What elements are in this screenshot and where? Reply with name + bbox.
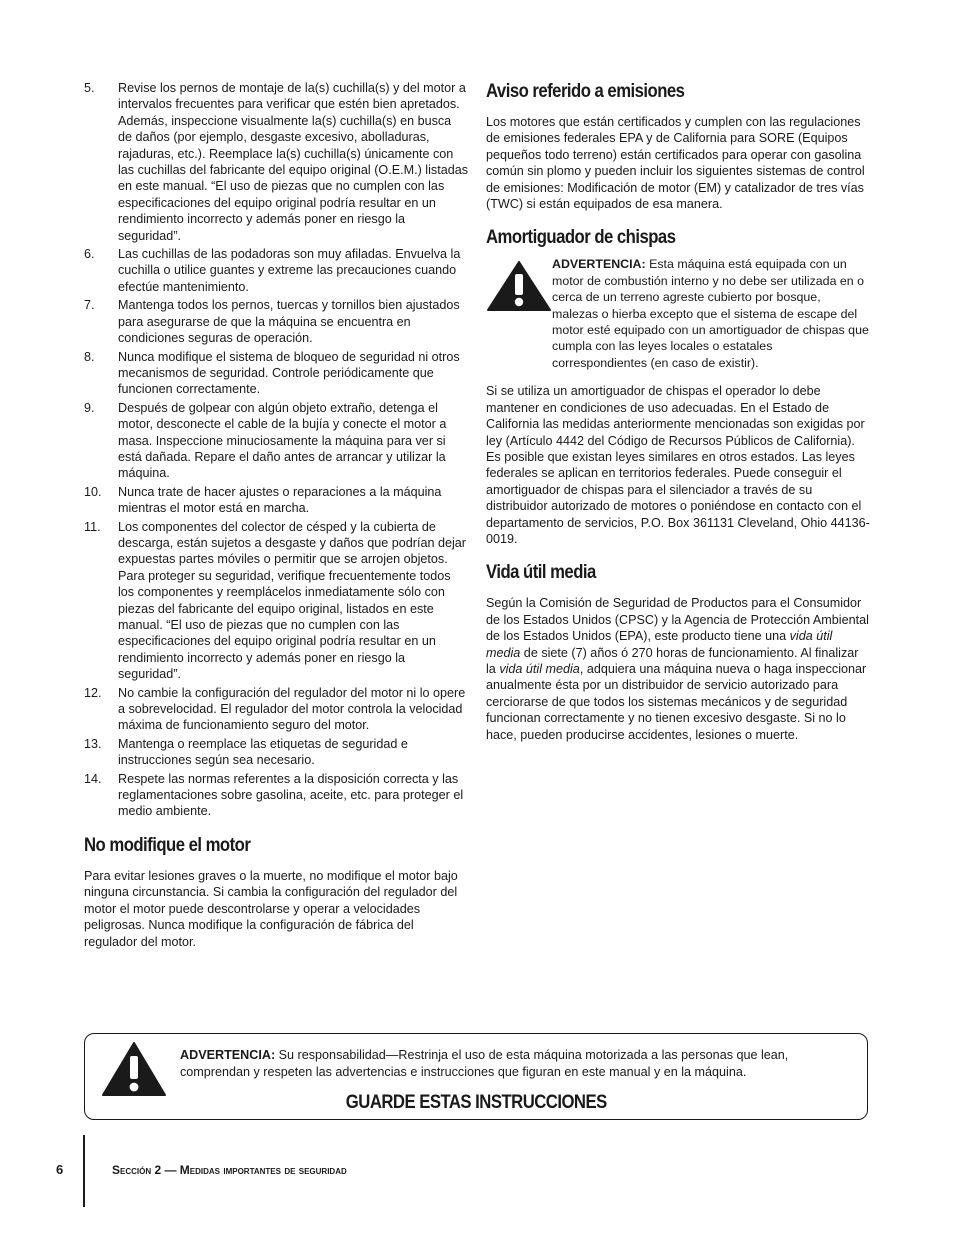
item-text: Las cuchillas de las podadoras son muy afiladas. Envuelva la cuchilla o utilice guantes y extreme las precauciones cuando efectúe mantenimiento. (118, 247, 461, 294)
item-text: Mantenga todos los pernos, tuercas y tornillos bien ajustados para asegurarse de que la máquina se encuentra en condiciones seguras de operación. (118, 298, 460, 346)
life-emphasis-2: vida útil media (499, 661, 580, 676)
responsibility-warning-text (180, 1047, 850, 1081)
item-text: Nunca modifique el sistema de bloqueo de seguridad ni otros mecanismos de seguridad. Controle periódicamente que funcionen correctamente. (118, 349, 460, 397)
list-item (84, 80, 468, 244)
list-item (84, 349, 468, 398)
save-instructions-heading (85, 1092, 867, 1114)
item-text: Los componentes del colector de césped y la cubierta de descarga, están sujetos a desgaste y daños que podrían dejar expuestas partes móviles o permitir que se arrojen objetos. Para proteger su seguridad, verifique frecuentemente todos los componentes y reemplácelos inmediatamente sólo con piezas del fabricante del equipo original, listados en este manual. “El uso de piezas que no cumplen con las especificaciones del equipo original podría resultar en un rendimiento incorrecto y además poner en riesgo la seguridad”. (118, 519, 466, 682)
item-number: 5. (84, 81, 95, 95)
item-text: Respete las normas referentes a la disposición correcta y las reglamentaciones sobre gasolina, aceite, etc. para proteger el medio ambiente. (118, 771, 464, 819)
useful-life-body (486, 595, 870, 743)
heading-emissions: Aviso referido a emisiones (486, 81, 685, 102)
item-number: 6. (84, 247, 95, 262)
no-modify-body: Para evitar lesiones graves o la muerte, no modifique el motor bajo ninguna circunstancia. Si cambia la configuración del regulador del motor el motor puede descontrolarse y operar a velocidades peligrosas. Nunca modifique la configuración de fábrica del regulador del motor. (84, 868, 458, 949)
warning-label: ADVERTENCIA: (180, 1048, 276, 1062)
right-column (486, 80, 870, 743)
safety-rules-list (84, 80, 468, 820)
item-number: 12. (84, 685, 102, 700)
list-item (84, 246, 468, 295)
list-item (84, 771, 468, 820)
spark-warning (486, 256, 870, 371)
left-column (84, 80, 468, 950)
item-text: Nunca trate de hacer ajustes o reparaciones a la máquina mientras el motor está en marcha. (118, 484, 442, 516)
item-number: 8. (84, 349, 95, 364)
page-number: 6 (56, 1162, 64, 1177)
item-number: 7. (84, 298, 95, 313)
list-item (84, 519, 468, 683)
life-text-2: de siete (7) años ó 270 horas de funcionamiento. Al finalizar la (486, 645, 859, 676)
spark-warning-text (552, 256, 870, 371)
heading-no-modify-engine: No modifique el motor (84, 834, 251, 856)
section-title: Sección 2 — Medidas importantes de seguridad (112, 1163, 347, 1177)
responsibility-warning-box (84, 1033, 868, 1120)
list-item (84, 484, 468, 517)
item-text: Después de golpear con algún objeto extraño, detenga el motor, desconecte el cable de la bujía y conecte el motor a masa. Inspeccione minuciosamente la máquina para ver si está dañada. Repare el daño antes de arrancar y utilizar la máquina. (118, 400, 447, 481)
warning-label: ADVERTENCIA: (552, 257, 646, 272)
item-text: Revise los pernos de montaje de la(s) cuchilla(s) y del motor a intervalos frecuentes para verificar que estén bien apretados. Además, inspeccione visualmente la(s) cuchilla(s) en busca de daños (por ejemplo, desgaste excesivo, abolladuras, rajaduras, etc.). Reemplace la(s) cuchilla(s) únicamente con las cuchillas del fabricante del equipo original (O.E.M.) listadas en este manual. “El uso de piezas que no cumplen con las especificaciones del equipo original podría resultar en un rendimiento incorrecto y además poner en riesgo la seguridad”. (118, 81, 468, 243)
item-number: 13. (84, 736, 102, 751)
life-emphasis-1: vida útil media (486, 629, 833, 660)
list-item (84, 736, 468, 769)
list-item (84, 685, 468, 734)
item-number: 9. (84, 400, 95, 415)
warning-message: Esta máquina está equipada con un motor de combustión interno y no debe ser utilizada en o cerca de un terreno agreste cubierto por bosque, malezas o hierba excepto que el sistema de escape del motor esté equipado con un amortiguador de chispas que cumpla con las leyes locales o estatales correspondientes (en caso de existir). (552, 257, 869, 370)
item-text: No cambie la configuración del regulador del motor ni lo opere a sobrevelocidad. El regulador del motor controla la velocidad máxima de funcionamiento seguro del motor. (118, 685, 466, 733)
footer-divider (83, 1135, 85, 1207)
item-number: 14. (84, 771, 102, 786)
list-item (84, 400, 468, 482)
save-instructions-text: GUARDE ESTAS INSTRUCCIONES (345, 1092, 607, 1113)
item-text: Mantenga o reemplace las etiquetas de seguridad e instrucciones según sea necesario. (118, 736, 408, 768)
warning-triangle-icon (486, 256, 552, 371)
life-text-1: Según la Comisión de Seguridad de Productos para el Consumidor de los Estados Unidos (CPSC) y la Agencia de Protección Ambiental de los Estados Unidos (EPA), este producto tiene una (486, 596, 869, 644)
emissions-body: Los motores que están certificados y cumplen con las regulaciones de emisiones federales EPA y de California para SORE (Equipos pequeños todo terreno) están certificados para operar con gasolina común sin plomo y pueden incluir los siguientes sistemas de control de emisiones: Modificación de motor (EM) y catalizador de tres vías (TWC) si están equipados de esa manera. (486, 115, 865, 212)
item-number: 10. (84, 484, 102, 499)
heading-spark-arrester: Amortiguador de chispas (486, 227, 676, 249)
life-text-3: , adquiera una máquina nueva o haga inspeccionar anualmente ésta por un distribuidor de servicio autorizado para cerciorarse de que todos los sistemas mecánicos y de seguridad funcionan correctamente y no tienen excesivo desgaste. Si no lo hace, pueden producirse accidentes, lesiones o muerte. (486, 661, 867, 742)
item-number: 11. (84, 519, 101, 534)
warning-message: Su responsabilidad—Restrinja el uso de esta máquina motorizada a las personas que lean, comprendan y respeten las advertencias e instrucciones que figuran en este manual y en la máquina. (180, 1048, 789, 1079)
list-item (84, 297, 468, 346)
heading-useful-life: Vida útil media (486, 562, 596, 584)
spark-arrester-body: Si se utiliza un amortiguador de chispas el operador lo debe mantener en condiciones de uso adecuadas. En el Estado de California las medidas anteriormente mencionadas son exigidas por ley (Artículo 4442 del Código de Recursos Públicos de California). Es posible que existan leyes similares en otros estados. Las leyes federales se aplican en territorios federales. Puede conseguir el amortiguador de chispas para el silenciador a través de su distribuidor autorizado de motores o poniéndose en contacto con el departamento de servicios, P.O. Box 361131 Cleveland, Ohio 44136-0019. (486, 384, 870, 546)
